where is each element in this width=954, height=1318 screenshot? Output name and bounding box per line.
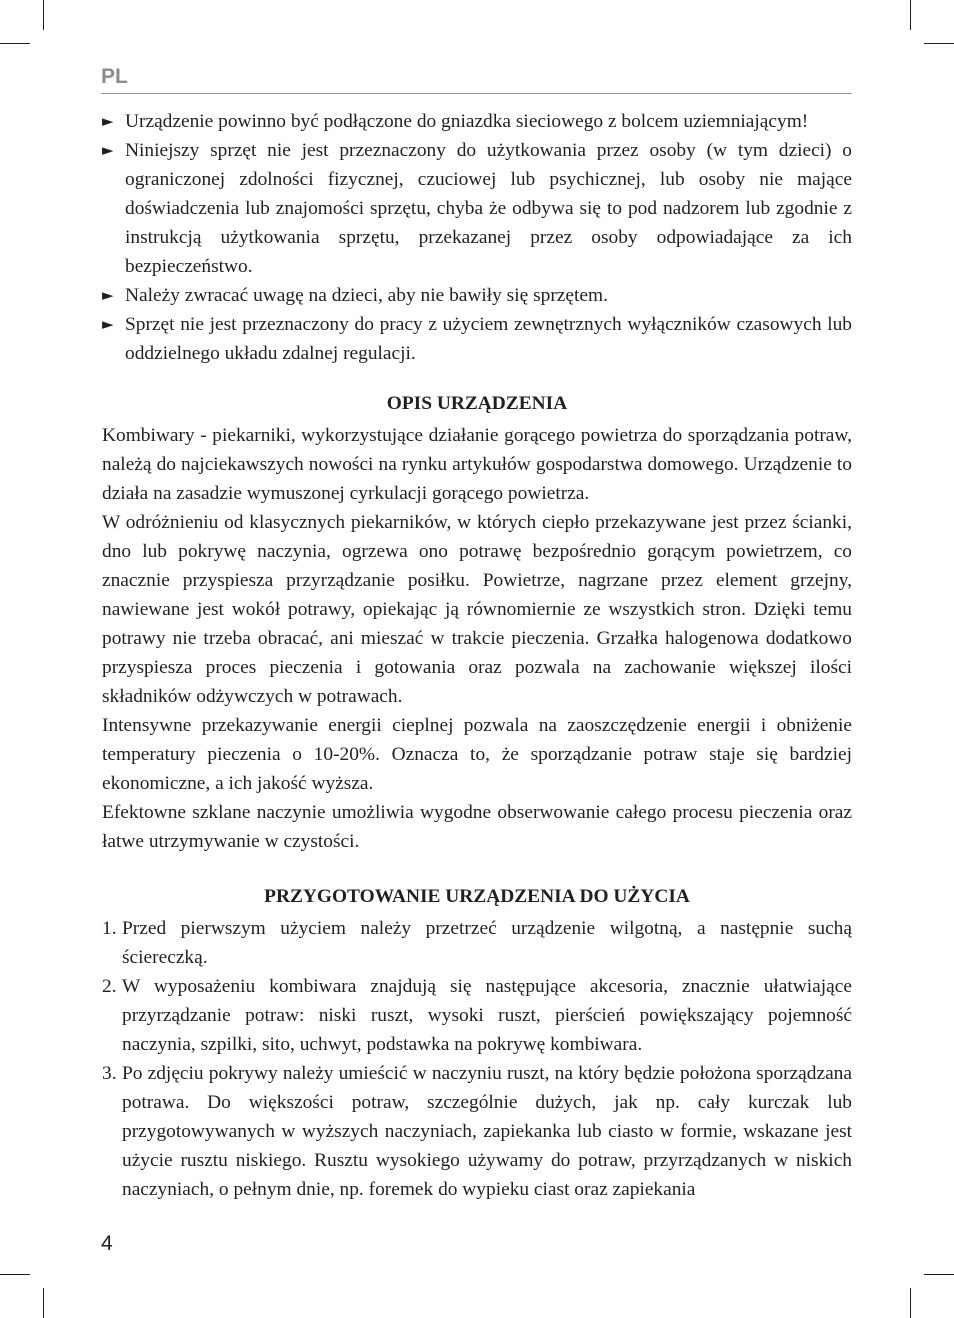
bullet-text: Sprzęt nie jest przeznaczony do pracy z użyciem zewnętrznych wyłączników czasowych lub oddzielnego układu zdalnej regulacji. xyxy=(125,314,852,364)
header-rule xyxy=(101,93,852,94)
preparation-step xyxy=(102,1059,852,1204)
language-label: PL xyxy=(101,65,128,88)
bullet-arrow-icon: ► xyxy=(102,112,114,130)
description-paragraph: W odróżnieniu od klasycznych piekarników, w których ciepło przekazywane jest przez ścianki, dno lub pokrywę naczynia, ogrzewa ono potrawę bezpośrednio gorącym powietrzem, co znacznie przyspiesza przyrządzanie posiłku. Powietrze, nagrzane przez element grzejny, nawiewane jest wokół potrawy, opiekając ją równomiernie ze wszystkich stron. Dzięki temu potrawy nie trzeba obracać, ani mieszać w trakcie pieczenia. Grzałka halogenowa dodatkowo przyspiesza proces pieczenia i gotowania oraz pozwala na zachowanie większej ilości składników odżywczych w potrawach. xyxy=(102,512,852,707)
page-content xyxy=(102,107,852,1204)
safety-bullet-list xyxy=(102,107,852,368)
preparation-step-list xyxy=(102,914,852,1204)
step-number: 3. xyxy=(102,1063,117,1084)
crop-mark-bottom-left-horizontal xyxy=(0,1274,30,1275)
bullet-text: Należy zwracać uwagę na dzieci, aby nie bawiły się sprzętem. xyxy=(125,285,608,306)
safety-bullet-item xyxy=(102,136,852,281)
step-text: W wyposażeniu kombiwara znajdują się następujące akcesoria, znacznie ułatwiające przyrządzanie potraw: niski ruszt, wysoki ruszt, pierścień powiększający pojemność naczynia, szpilki, sito, uchwyt, podstawka na pokrywę kombiwara. xyxy=(122,976,852,1055)
section-heading-description: OPIS URZĄDZENIA xyxy=(386,393,568,414)
bullet-arrow-icon: ► xyxy=(102,141,114,159)
step-text: Po zdjęciu pokrywy należy umieścić w naczyniu ruszt, na który będzie położona sporządzana potrawa. Do większości potraw, szczególnie dużych, jak np. cały kurczak lub przygotowywanych w wyższych naczyniach, zapiekanka lub ciasto w formie, wskazane jest użycie rusztu niskiego. Rusztu wysokiego używamy do potraw, przyrządzanych w niskich naczyniach, o pełnym dnie, np. foremek do wypieku ciast oraz zapiekania xyxy=(122,1063,852,1200)
step-number: 2. xyxy=(102,976,117,997)
bullet-arrow-icon: ► xyxy=(102,315,114,333)
crop-mark-top-left-vertical xyxy=(43,0,44,30)
step-text: Przed pierwszym użyciem należy przetrzeć urządzenie wilgotną, a następnie suchą ściereczką. xyxy=(122,918,852,968)
crop-mark-bottom-right-vertical xyxy=(910,1288,911,1318)
page-number: 4 xyxy=(101,1232,113,1255)
bullet-arrow-icon: ► xyxy=(102,286,114,304)
preparation-step xyxy=(102,972,852,1059)
crop-mark-top-left-horizontal xyxy=(0,43,30,44)
description-paragraph: Intensywne przekazywanie energii cieplnej pozwala na zaoszczędzenie energii i obniżenie temperatury pieczenia o 10-20%. Oznacza to, że sporządzanie potraw staje się bardziej ekonomiczne, a ich jakość wyższa. xyxy=(102,715,852,794)
preparation-step xyxy=(102,914,852,972)
description-paragraph: Kombiwary - piekarniki, wykorzystujące działanie gorącego powietrza do sporządzania potraw, należą do najciekawszych nowości na rynku artykułów gospodarstwa domowego. Urządzenie to działa na zasadzie wymuszonej cyrkulacji gorącego powietrza. xyxy=(102,425,852,504)
description-paragraph: Efektowne szklane naczynie umożliwia wygodne obserwowanie całego procesu pieczenia oraz łatwe utrzymywanie w czystości. xyxy=(102,802,852,852)
safety-bullet-item xyxy=(102,107,852,136)
crop-mark-bottom-right-horizontal xyxy=(924,1274,954,1275)
crop-mark-bottom-left-vertical xyxy=(43,1288,44,1318)
bullet-text: Niniejszy sprzęt nie jest przeznaczony do użytkowania przez osoby (w tym dzieci) o ograniczonej zdolności fizycznej, czuciowej lub psychicznej, lub osoby nie mające doświadczenia lub znajomości sprzętu, chyba że odbywa się to pod nadzorem lub zgodnie z instrukcją użytkowania sprzętu, przekazanej przez osoby odpowiadające za ich bezpieczeństwo. xyxy=(125,140,852,277)
crop-mark-top-right-vertical xyxy=(910,0,911,30)
safety-bullet-item xyxy=(102,281,852,310)
safety-bullet-item xyxy=(102,310,852,368)
section-heading-preparation: PRZYGOTOWANIE URZĄDZENIA DO UŻYCIA xyxy=(264,886,690,907)
bullet-text: Urządzenie powinno być podłączone do gniazdka sieciowego z bolcem uziemniającym! xyxy=(125,111,809,132)
step-number: 1. xyxy=(102,918,117,939)
crop-mark-top-right-horizontal xyxy=(924,43,954,44)
